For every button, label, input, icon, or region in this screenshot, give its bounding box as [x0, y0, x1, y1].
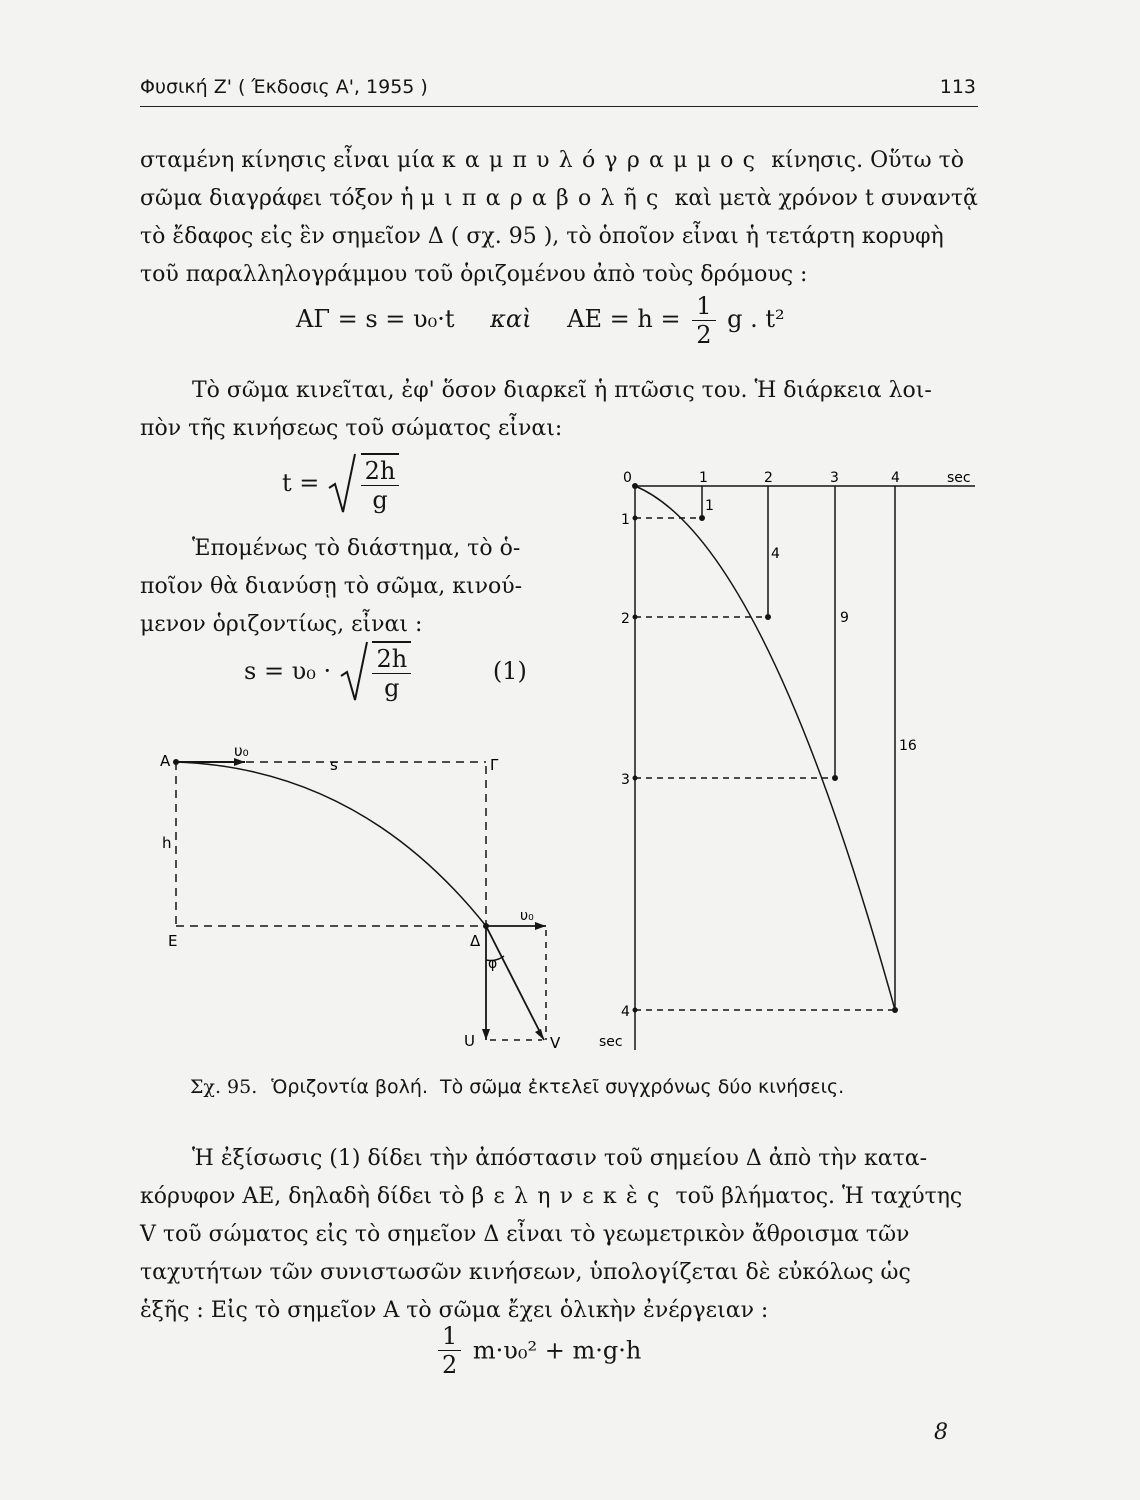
label-u: U	[464, 1032, 475, 1050]
label-phi: φ	[488, 956, 498, 972]
x-tick: 0	[623, 470, 632, 486]
text-line: τὸ ἔδαφος εἰς ἓν σημεῖον Δ ( σχ. 95 ), τὸ ὁποῖον εἶναι ἡ τετάρτη κορυφὴ	[140, 224, 944, 249]
equation-trajectory: ΑΓ = s = υ₀·t καὶ ΑΕ = h = $\frac{1}{2}$ g . t²	[296, 292, 785, 349]
header-title: Φυσική Ζ' ( Έκδοσις Α', 1955 )	[140, 76, 428, 98]
distance-label: 1	[705, 498, 714, 514]
arrow-head	[535, 922, 546, 930]
y-tick: 3	[621, 772, 630, 788]
text-line: σῶμα διαγράφει τόξον ἡ μιπαραβολῆς καὶ μετὰ χρόνον t συναντᾷ	[140, 186, 978, 211]
x-tick: 2	[764, 470, 773, 486]
text-line: ἑξῆς : Εἰς τὸ σημεῖον Α τὸ σῶμα ἔχει ὁλικὴν ἐνέργειαν :	[140, 1298, 769, 1323]
label-e: Ε	[168, 932, 178, 950]
label-s: s	[330, 756, 338, 774]
signature-mark: 8	[934, 1420, 948, 1445]
intro-paragraph	[140, 142, 980, 294]
label-h: h	[162, 834, 172, 852]
duration-paragraph	[140, 372, 980, 448]
distance-label: 9	[840, 610, 849, 626]
page-number: 113	[939, 76, 976, 98]
sqrt-sign-icon	[339, 640, 369, 702]
trajectory-curve	[176, 762, 486, 926]
distance-label: 4	[771, 546, 780, 562]
x-unit: sec	[947, 470, 971, 486]
figure-horizontal-throw	[150, 740, 580, 1060]
figure-caption: Σχ. 95. Ὁριζοντία βολή. Τὸ σῶμα ἐκτελεῖ συγχρόνως δύο κινήσεις.	[190, 1076, 845, 1098]
distance-label: 16	[899, 738, 917, 754]
arrow-head	[482, 1029, 490, 1040]
y-tick: 2	[621, 611, 630, 627]
text-line: σταμένη κίνησις εἶναι μία καμπυλόγραμμος κίνησις. Οὕτω τὸ	[140, 148, 965, 173]
text-line: πὸν τῆς κινήσεως τοῦ σώματος εἶναι:	[140, 416, 563, 441]
velocity-paragraph	[140, 1140, 980, 1330]
text-line: κόρυφον ΑΕ, δηλαδὴ δίδει τὸ βεληνεκὲς τοῦ βλήματος. Ἡ ταχύτης	[140, 1184, 963, 1209]
x-tick: 3	[830, 470, 839, 486]
equation-time: t = $\frac{2h}{g}$	[282, 452, 403, 514]
text-line: ταχυτήτων τῶν συνιστωσῶν κινήσεων, ὑπολογίζεται δὲ εὐκόλως ὡς	[140, 1260, 911, 1285]
x-tick: 4	[891, 470, 900, 486]
arrow-head	[535, 1029, 544, 1040]
label-v: V	[550, 1034, 561, 1052]
label-v0-d: υ₀	[520, 908, 534, 924]
text-line: V τοῦ σώματος εἰς τὸ σημεῖον Δ εἶναι τὸ γεωμετρικὸν ἄθροισμα τῶν	[140, 1222, 910, 1247]
text-line: ποῖον θὰ διανύσῃ τὸ σῶμα, κινού-	[140, 574, 523, 599]
x-tick: 1	[699, 470, 708, 486]
label-v0: υ₀	[234, 742, 249, 760]
text-line: Ἡ ἐξίσωσις (1) δίδει τὴν ἀπόστασιν τοῦ σημείου Δ ἀπὸ τὴν κατα-	[192, 1146, 928, 1171]
running-header	[140, 76, 978, 107]
label-a: Α	[160, 752, 171, 770]
y-tick: 4	[621, 1004, 630, 1020]
label-gamma: Γ	[490, 756, 499, 774]
sqrt-sign-icon	[327, 452, 357, 514]
text-line: Τὸ σῶμα κινεῖται, ἐφ' ὅσον διαρκεῖ ἡ πτῶσις του. Ἡ διάρκεια λοι-	[192, 378, 932, 403]
y-unit: sec	[599, 1034, 623, 1050]
equation-range: s = υ₀ · $\frac{2h}{g}$ (1)	[244, 640, 527, 702]
text-line: Ἑπομένως τὸ διάστημα, τὸ ὁ-	[192, 536, 521, 561]
equation-number: (1)	[492, 657, 527, 685]
figure-fall-distance	[595, 460, 985, 1060]
y-tick: 1	[621, 512, 630, 528]
text-line: τοῦ παραλληλογράμμου τοῦ ὁριζομένου ἀπὸ τοὺς δρόμους :	[140, 262, 808, 287]
v-arrow	[486, 926, 544, 1040]
equation-energy: $\frac{1}{2}$ m·υ₀² + m·g·h	[434, 1322, 641, 1379]
label-delta: Δ	[470, 932, 481, 950]
text-line: μενον ὁριζοντίως, εἶναι :	[140, 612, 423, 637]
parabola-curve	[635, 486, 895, 1010]
distance-paragraph	[140, 530, 580, 644]
